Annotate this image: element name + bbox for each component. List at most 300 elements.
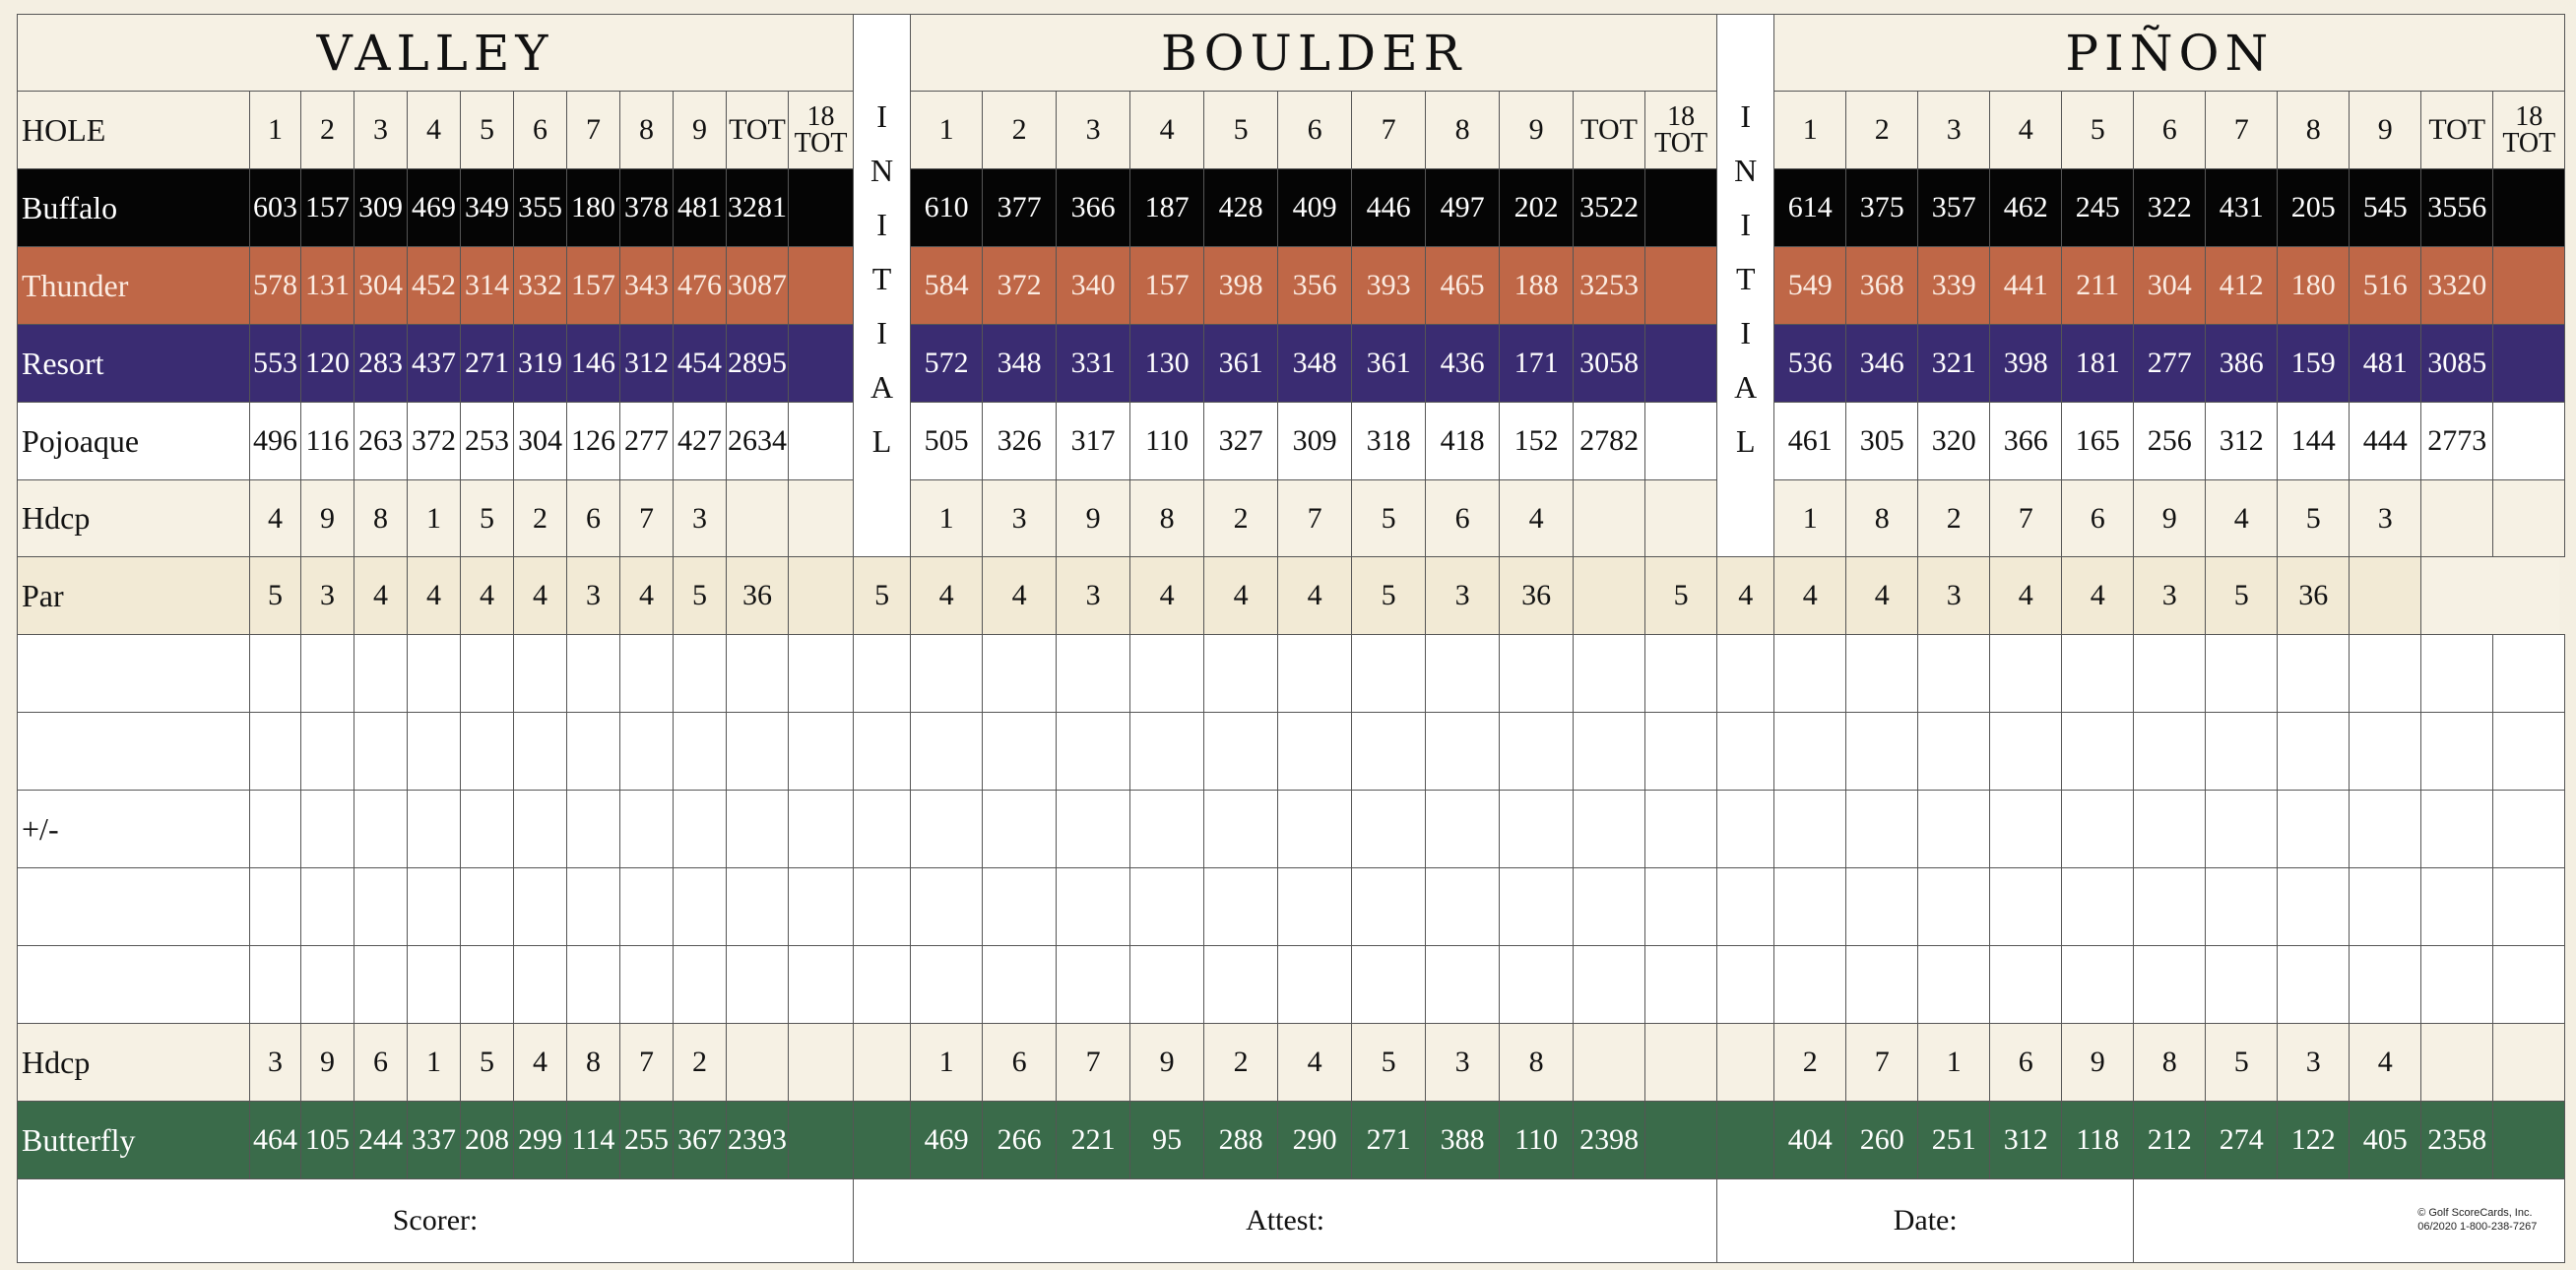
score-cell[interactable] [674, 791, 727, 868]
score-cell[interactable] [1130, 635, 1204, 713]
initial-cell[interactable] [1717, 946, 1774, 1024]
boulder-cell: 9 [1057, 480, 1130, 557]
valley-cell: 114 [567, 1102, 620, 1179]
score-cell[interactable] [514, 868, 567, 946]
tot18-bottom: TOT [1654, 128, 1708, 159]
valley-cell: 299 [514, 1102, 567, 1179]
boulder-cell: 584 [911, 247, 983, 325]
boulder-tot18-cell [1645, 247, 1717, 325]
score-cell[interactable] [1574, 635, 1645, 713]
pinon-cell: 4 [2062, 557, 2134, 635]
score-cell[interactable] [1057, 713, 1130, 791]
score-cell[interactable] [1352, 791, 1426, 868]
score-cell[interactable] [354, 946, 408, 1024]
pinon-cell: 441 [1990, 247, 2062, 325]
valley-cell: 7 [620, 1024, 674, 1102]
score-cell[interactable] [1352, 713, 1426, 791]
score-cell[interactable] [1846, 868, 1918, 946]
initial-cell[interactable] [854, 791, 911, 868]
scorecard-grid [17, 14, 2565, 1263]
scorer-field[interactable]: Scorer: [18, 1179, 854, 1263]
score-cell[interactable] [983, 946, 1057, 1024]
pinon-cell: 366 [1990, 403, 2062, 480]
score-cell[interactable] [250, 713, 301, 791]
score-cell[interactable] [1774, 791, 1846, 868]
score-cell[interactable] [354, 868, 408, 946]
boulder-cell: 221 [1057, 1102, 1130, 1179]
boulder-cell: 2 [1204, 1024, 1278, 1102]
pinon-cell: 8 [1846, 480, 1918, 557]
score-cell[interactable] [408, 946, 461, 1024]
score-cell[interactable] [1500, 635, 1574, 713]
score-cell[interactable] [1645, 946, 1717, 1024]
boulder-cell: 110 [1500, 1102, 1574, 1179]
pinon-tot18-cell [2493, 169, 2565, 247]
score-cell[interactable] [1645, 713, 1717, 791]
player-name-cell[interactable] [18, 946, 250, 1024]
score-cell[interactable] [2421, 635, 2493, 713]
pinon-cell: 368 [1846, 247, 1918, 325]
score-cell[interactable] [250, 868, 301, 946]
valley-cell: 2393 [727, 1102, 789, 1179]
hole-number: 7 [2206, 92, 2278, 169]
boulder-cell: 497 [1426, 169, 1500, 247]
score-cell[interactable] [408, 635, 461, 713]
score-cell[interactable] [2134, 635, 2206, 713]
score-cell[interactable] [2493, 713, 2565, 791]
score-cell[interactable] [2278, 868, 2350, 946]
score-cell[interactable] [1846, 713, 1918, 791]
score-cell[interactable] [911, 791, 983, 868]
score-cell[interactable] [408, 713, 461, 791]
pinon-cell [2421, 480, 2493, 557]
score-cell[interactable] [1574, 791, 1645, 868]
score-cell[interactable] [620, 946, 674, 1024]
boulder-cell: 6 [1426, 480, 1500, 557]
pinon-cell: 165 [2062, 403, 2134, 480]
score-cell[interactable] [461, 868, 514, 946]
score-cell[interactable] [567, 791, 620, 868]
valley-cell: 4 [514, 557, 567, 635]
hole-number: 1 [250, 92, 301, 169]
score-cell[interactable] [567, 635, 620, 713]
valley-cell: 7 [620, 480, 674, 557]
score-cell[interactable] [1645, 635, 1717, 713]
score-cell[interactable] [1990, 791, 2062, 868]
score-cell[interactable] [1130, 868, 1204, 946]
hole-number: 8 [620, 92, 674, 169]
score-cell[interactable] [2421, 791, 2493, 868]
score-cell[interactable] [408, 868, 461, 946]
score-cell[interactable] [2421, 946, 2493, 1024]
valley-cell: 3 [301, 557, 354, 635]
score-cell[interactable] [1500, 713, 1574, 791]
score-cell[interactable] [674, 713, 727, 791]
score-cell[interactable] [1574, 713, 1645, 791]
score-cell[interactable] [514, 635, 567, 713]
score-cell[interactable] [1918, 791, 1990, 868]
score-cell[interactable] [1352, 946, 1426, 1024]
valley-cell: 5 [461, 1024, 514, 1102]
valley-cell: 367 [674, 1102, 727, 1179]
score-cell[interactable] [301, 946, 354, 1024]
boulder-cell: 465 [1426, 247, 1500, 325]
score-cell[interactable] [1426, 713, 1500, 791]
score-cell[interactable] [674, 635, 727, 713]
boulder-cell: 5 [854, 557, 911, 635]
score-cell[interactable] [2350, 635, 2421, 713]
valley-cell: 3 [567, 557, 620, 635]
score-cell[interactable] [1204, 635, 1278, 713]
score-cell[interactable] [2134, 946, 2206, 1024]
pinon-cell: 5 [2206, 557, 2278, 635]
initial-cell[interactable] [854, 713, 911, 791]
pinon-cell: 2 [1774, 1024, 1846, 1102]
score-cell[interactable] [2278, 946, 2350, 1024]
score-cell[interactable] [911, 713, 983, 791]
boulder-cell: 3 [1426, 557, 1500, 635]
valley-cell: 8 [567, 1024, 620, 1102]
hole-number: 4 [408, 92, 461, 169]
row-label: Par [18, 557, 250, 635]
score-cell[interactable] [1990, 635, 2062, 713]
initial-cell[interactable] [1717, 868, 1774, 946]
boulder-cell: 3253 [1574, 247, 1645, 325]
valley-cell: 355 [514, 169, 567, 247]
score-cell[interactable] [1574, 946, 1645, 1024]
score-cell[interactable] [727, 713, 789, 791]
boulder-cell: 188 [1500, 247, 1574, 325]
course-title-valley [18, 15, 854, 92]
score-cell[interactable] [2350, 868, 2421, 946]
score-cell[interactable] [1426, 946, 1500, 1024]
boulder-cell: 469 [911, 1102, 983, 1179]
score-cell[interactable] [1846, 946, 1918, 1024]
score-cell[interactable] [461, 791, 514, 868]
score-cell[interactable] [1057, 946, 1130, 1024]
boulder-cell: 446 [1352, 169, 1426, 247]
score-cell[interactable] [1774, 713, 1846, 791]
score-cell[interactable] [911, 635, 983, 713]
player-name-cell[interactable] [18, 868, 250, 946]
pinon-cell: 4 [1717, 557, 1774, 635]
valley-cell: 3087 [727, 247, 789, 325]
score-cell[interactable] [983, 791, 1057, 868]
valley-cell: 469 [408, 169, 461, 247]
score-cell[interactable] [1352, 635, 1426, 713]
initial-letter: A [1734, 368, 1758, 405]
score-cell[interactable] [354, 635, 408, 713]
score-cell[interactable] [1846, 791, 1918, 868]
valley-cell [727, 480, 789, 557]
hole-number: 7 [567, 92, 620, 169]
boulder-cell: 318 [1352, 403, 1426, 480]
valley-cell: 120 [301, 325, 354, 403]
score-cell[interactable] [1990, 946, 2062, 1024]
score-cell[interactable] [1426, 635, 1500, 713]
score-cell[interactable] [2206, 791, 2278, 868]
boulder-cell: 4 [1130, 557, 1204, 635]
score-cell[interactable] [250, 946, 301, 1024]
score-cell[interactable] [1918, 946, 1990, 1024]
score-cell[interactable] [1774, 635, 1846, 713]
hole-number: 2 [301, 92, 354, 169]
score-cell[interactable] [2493, 868, 2565, 946]
score-cell[interactable] [1204, 946, 1278, 1024]
valley-tot18-cell [789, 480, 854, 557]
score-cell[interactable] [620, 791, 674, 868]
tot18-header [789, 92, 854, 169]
score-cell[interactable] [2062, 791, 2134, 868]
score-cell[interactable] [1204, 868, 1278, 946]
hole-number: 4 [1130, 92, 1204, 169]
score-cell[interactable] [1278, 946, 1352, 1024]
score-cell[interactable] [674, 868, 727, 946]
initial-cell[interactable] [1717, 791, 1774, 868]
scorecard [17, 14, 2559, 1256]
score-cell[interactable] [1130, 713, 1204, 791]
hole-number: 8 [2278, 92, 2350, 169]
initial-letter: I [876, 97, 887, 134]
pinon-cell: 412 [2206, 247, 2278, 325]
score-cell[interactable] [2350, 946, 2421, 1024]
score-cell[interactable] [514, 791, 567, 868]
score-cell[interactable] [2493, 946, 2565, 1024]
score-cell[interactable] [354, 791, 408, 868]
score-cell[interactable] [301, 713, 354, 791]
valley-cell: 372 [408, 403, 461, 480]
score-cell[interactable] [1278, 868, 1352, 946]
score-cell[interactable] [789, 635, 854, 713]
score-cell[interactable] [2421, 868, 2493, 946]
score-cell[interactable] [2134, 791, 2206, 868]
boulder-cell: 505 [911, 403, 983, 480]
score-cell[interactable] [1130, 946, 1204, 1024]
score-cell[interactable] [911, 868, 983, 946]
valley-cell: 304 [354, 247, 408, 325]
score-cell[interactable] [1990, 713, 2062, 791]
score-cell[interactable] [2206, 946, 2278, 1024]
score-cell[interactable] [1057, 868, 1130, 946]
date-field[interactable]: Date: [1717, 1179, 2134, 1263]
score-cell[interactable] [983, 868, 1057, 946]
score-cell[interactable] [514, 713, 567, 791]
boulder-cell: 1 [911, 1024, 983, 1102]
score-cell[interactable] [2493, 635, 2565, 713]
score-cell[interactable] [2278, 791, 2350, 868]
score-cell[interactable] [1426, 868, 1500, 946]
score-cell[interactable] [567, 713, 620, 791]
pinon-cell: 5 [2206, 1024, 2278, 1102]
score-cell[interactable] [1500, 946, 1574, 1024]
score-cell[interactable] [461, 713, 514, 791]
hole-number: 8 [1426, 92, 1500, 169]
score-cell[interactable] [1278, 635, 1352, 713]
score-cell[interactable] [1918, 868, 1990, 946]
boulder-cell: 377 [983, 169, 1057, 247]
initial-cell[interactable] [1717, 635, 1774, 713]
valley-cell: 464 [250, 1102, 301, 1179]
score-cell[interactable] [1774, 868, 1846, 946]
valley-cell: 277 [620, 403, 674, 480]
boulder-cell: 5 [1352, 557, 1426, 635]
tot-header: TOT [1574, 92, 1645, 169]
boulder-cell: 2 [1204, 480, 1278, 557]
score-cell[interactable] [727, 868, 789, 946]
score-cell[interactable] [620, 713, 674, 791]
boulder-cell: 361 [1352, 325, 1426, 403]
boulder-cell: 4 [983, 557, 1057, 635]
pinon-cell: 256 [2134, 403, 2206, 480]
score-cell[interactable] [250, 635, 301, 713]
score-cell[interactable] [2350, 791, 2421, 868]
pinon-cell: 9 [2062, 1024, 2134, 1102]
score-cell[interactable] [727, 791, 789, 868]
score-cell[interactable] [408, 791, 461, 868]
initial-cell[interactable] [1717, 713, 1774, 791]
boulder-cell: 290 [1278, 1102, 1352, 1179]
score-cell[interactable] [789, 946, 854, 1024]
valley-cell: 3 [674, 480, 727, 557]
pinon-cell: 2358 [2421, 1102, 2493, 1179]
valley-cell: 255 [620, 1102, 674, 1179]
score-cell[interactable] [2062, 713, 2134, 791]
score-cell[interactable] [674, 946, 727, 1024]
tot18-bottom: TOT [794, 128, 848, 159]
score-cell[interactable] [301, 868, 354, 946]
pinon-tot18-cell [2493, 403, 2565, 480]
score-cell[interactable] [301, 791, 354, 868]
score-cell[interactable] [983, 713, 1057, 791]
valley-cell: 309 [354, 169, 408, 247]
score-cell[interactable] [2206, 635, 2278, 713]
pinon-cell: 3 [2134, 557, 2206, 635]
valley-cell: 157 [567, 247, 620, 325]
boulder-cell: 7 [1278, 480, 1352, 557]
score-cell[interactable] [1057, 791, 1130, 868]
score-cell[interactable] [1918, 635, 1990, 713]
row-label: Pojoaque [18, 403, 250, 480]
score-cell[interactable] [1130, 791, 1204, 868]
score-cell[interactable] [620, 868, 674, 946]
pinon-cell: 7 [1846, 1024, 1918, 1102]
valley-cell: 157 [301, 169, 354, 247]
score-cell[interactable] [354, 713, 408, 791]
score-cell[interactable] [983, 635, 1057, 713]
score-cell[interactable] [1645, 868, 1717, 946]
score-cell[interactable] [2421, 713, 2493, 791]
score-cell[interactable] [2062, 946, 2134, 1024]
score-cell[interactable] [567, 946, 620, 1024]
valley-cell: 578 [250, 247, 301, 325]
score-cell[interactable] [1278, 791, 1352, 868]
valley-cell: 3 [250, 1024, 301, 1102]
score-cell[interactable] [2493, 791, 2565, 868]
score-cell[interactable] [1990, 868, 2062, 946]
score-cell[interactable] [2134, 868, 2206, 946]
boulder-cell: 3 [983, 480, 1057, 557]
score-cell[interactable] [301, 635, 354, 713]
player-name-cell[interactable] [18, 635, 250, 713]
initial-cell[interactable] [854, 946, 911, 1024]
tot18-header [1645, 92, 1717, 169]
score-cell[interactable] [727, 635, 789, 713]
boulder-cell: 95 [1130, 1102, 1204, 1179]
valley-cell: 2634 [727, 403, 789, 480]
boulder-tot18-cell [1645, 403, 1717, 480]
pinon-tot18-cell [2350, 557, 2421, 635]
score-cell[interactable] [567, 868, 620, 946]
score-cell[interactable] [1057, 635, 1130, 713]
score-cell[interactable] [514, 946, 567, 1024]
pinon-cell: 536 [1774, 325, 1846, 403]
score-cell[interactable] [250, 791, 301, 868]
valley-cell: 126 [567, 403, 620, 480]
boulder-cell: 7 [1057, 1024, 1130, 1102]
score-cell[interactable] [620, 635, 674, 713]
score-cell[interactable] [2278, 713, 2350, 791]
score-cell[interactable] [1846, 635, 1918, 713]
score-cell[interactable] [789, 868, 854, 946]
score-cell[interactable] [1645, 791, 1717, 868]
player-name-cell[interactable] [18, 713, 250, 791]
score-cell[interactable] [1204, 791, 1278, 868]
score-cell[interactable] [1918, 713, 1990, 791]
score-cell[interactable] [1352, 868, 1426, 946]
boulder-cell: 202 [1500, 169, 1574, 247]
score-cell[interactable] [461, 946, 514, 1024]
score-cell[interactable] [1278, 713, 1352, 791]
score-cell[interactable] [1426, 791, 1500, 868]
hole-number: 6 [2134, 92, 2206, 169]
score-cell[interactable] [1500, 791, 1574, 868]
tot18-top: 18 [806, 101, 835, 132]
score-cell[interactable] [2206, 713, 2278, 791]
score-cell[interactable] [2062, 635, 2134, 713]
initial-cell[interactable] [854, 635, 911, 713]
separator-cell [1717, 1024, 1774, 1102]
boulder-tot18-cell [1645, 169, 1717, 247]
boulder-cell: 3058 [1574, 325, 1645, 403]
score-cell[interactable] [2134, 713, 2206, 791]
score-cell[interactable] [789, 713, 854, 791]
score-cell[interactable] [2206, 868, 2278, 946]
initial-cell[interactable] [854, 868, 911, 946]
score-cell[interactable] [727, 946, 789, 1024]
pinon-cell: 260 [1846, 1102, 1918, 1179]
score-cell[interactable] [1574, 868, 1645, 946]
course-title-pinon [1774, 15, 2565, 92]
course-title-boulder [911, 15, 1717, 92]
score-cell[interactable] [1500, 868, 1574, 946]
tot18-top: 18 [1667, 101, 1696, 132]
pinon-cell: 159 [2278, 325, 2350, 403]
score-cell[interactable] [2278, 635, 2350, 713]
score-cell[interactable] [2062, 868, 2134, 946]
score-cell[interactable] [2350, 713, 2421, 791]
initial-letter: A [870, 368, 894, 405]
score-cell[interactable] [1204, 713, 1278, 791]
valley-cell: 454 [674, 325, 727, 403]
score-cell[interactable] [1774, 946, 1846, 1024]
attest-field[interactable]: Attest: [854, 1179, 1717, 1263]
score-cell[interactable] [461, 635, 514, 713]
hole-number: 9 [674, 92, 727, 169]
boulder-cell: 398 [1204, 247, 1278, 325]
score-cell[interactable] [911, 946, 983, 1024]
score-cell[interactable] [789, 791, 854, 868]
pinon-tot18-cell [2493, 247, 2565, 325]
